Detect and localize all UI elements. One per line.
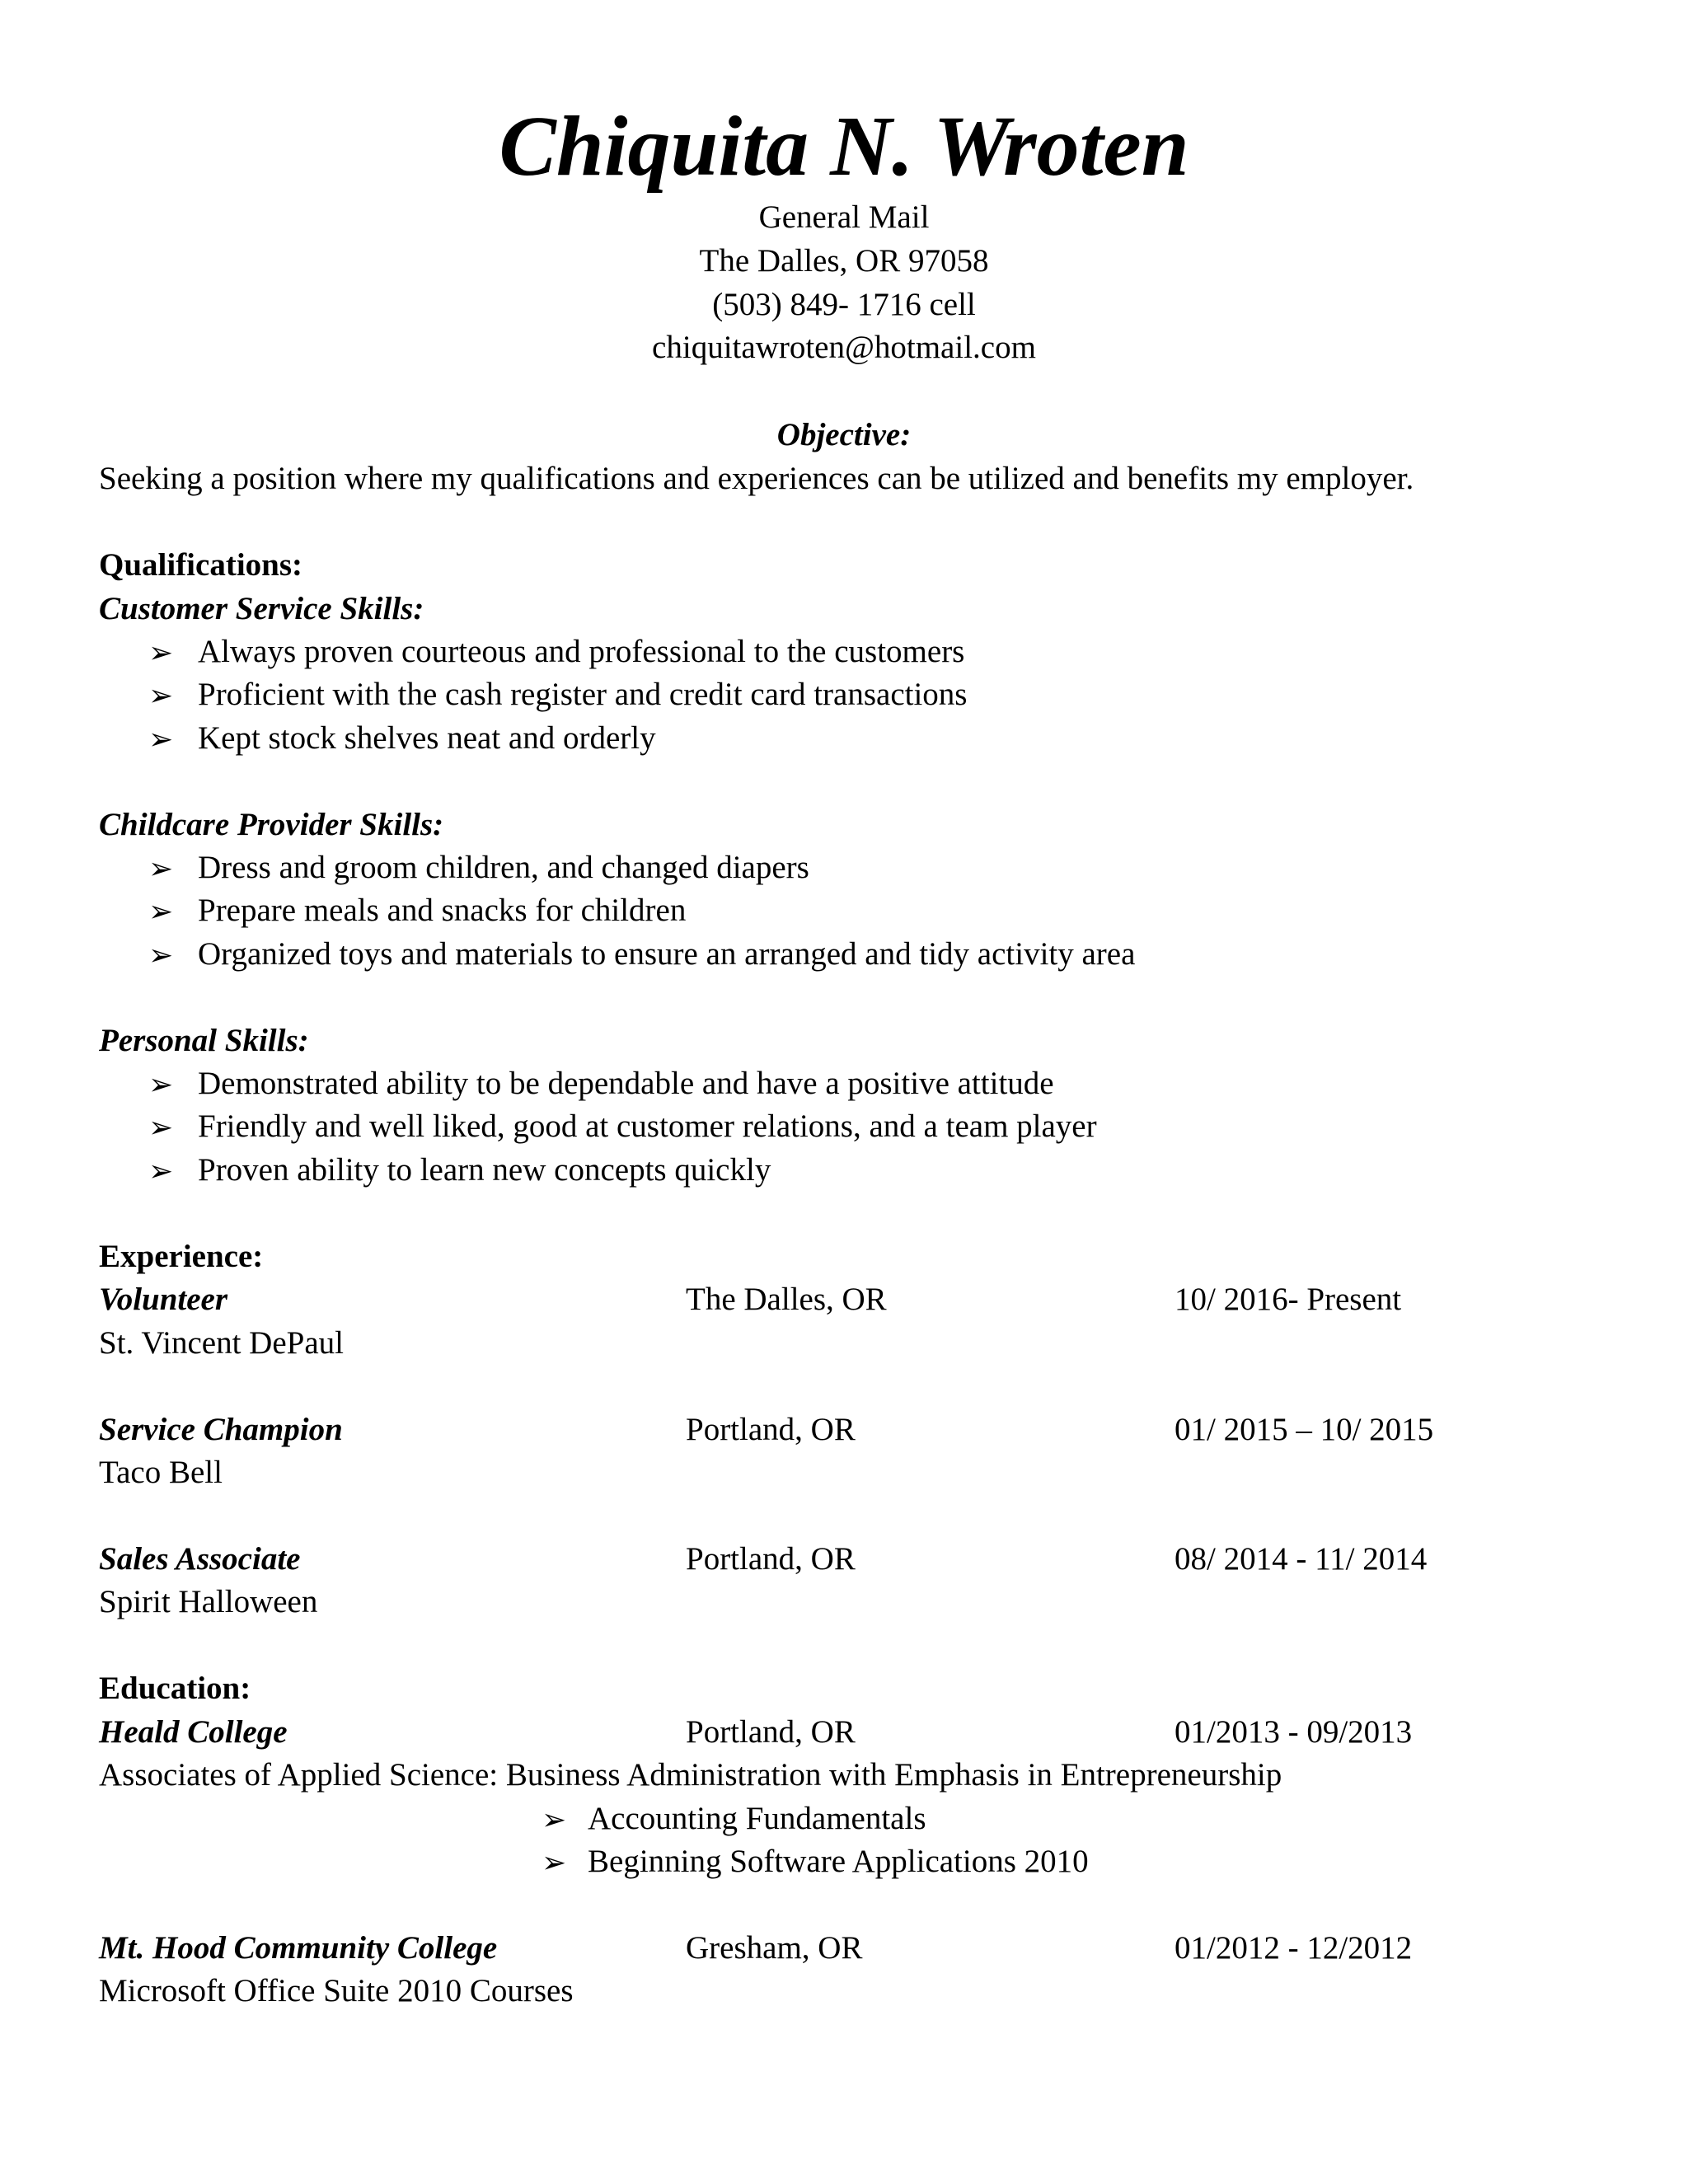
school-dates: 01/2012 - 12/2012 [1175,1930,1413,1966]
address-line-1: General Mail [758,199,930,235]
arrow-bullet-icon: ➢ [542,1846,567,1879]
job-employer: Taco Bell [99,1455,223,1490]
childcare-heading: Childcare Provider Skills: [99,807,444,842]
job-location: Portland, OR [686,1541,856,1577]
job-employer: St. Vincent DePaul [99,1325,344,1361]
course-item: Beginning Software Applications 2010 [588,1844,1089,1879]
list-item: Proven ability to learn new concepts quickly [198,1152,771,1188]
arrow-bullet-icon: ➢ [148,636,174,669]
arrow-bullet-icon: ➢ [148,895,174,928]
education-heading: Education: [99,1671,251,1706]
list-item: Kept stock shelves neat and orderly [198,720,656,756]
arrow-bullet-icon: ➢ [148,1155,174,1188]
objective-heading: Objective: [776,417,912,452]
arrow-bullet-icon: ➢ [542,1803,567,1836]
job-title: Sales Associate [99,1541,301,1577]
phone-number: (503) 849- 1716 cell [712,287,976,322]
course-item: Accounting Fundamentals [588,1801,926,1836]
list-item: Dress and groom children, and changed diapers [198,850,809,885]
job-location: Portland, OR [686,1412,856,1447]
school-name: Mt. Hood Community College [99,1930,498,1966]
school-location: Portland, OR [686,1714,856,1750]
arrow-bullet-icon: ➢ [148,852,174,885]
list-item: Proficient with the cash register and credit card transactions [198,677,968,712]
job-dates: 10/ 2016- Present [1175,1282,1402,1317]
school-name: Heald College [99,1714,288,1750]
list-item: Friendly and well liked, good at customer relations, and a team player [198,1108,1097,1144]
experience-heading: Experience: [99,1239,264,1274]
list-item: Organized toys and materials to ensure an arranged and tidy activity area [198,936,1136,972]
candidate-name: Chiquita N. Wroten [499,99,1189,194]
email-address[interactable]: chiquitawroten@hotmail.com [652,330,1036,365]
customer-service-heading: Customer Service Skills: [99,591,424,626]
address-line-2: The Dalles, OR 97058 [699,243,989,279]
course-detail: Microsoft Office Suite 2010 Courses [99,1973,574,2008]
objective-text: Seeking a position where my qualifications and experiences can be utilized and benefits my employer. [99,461,1414,496]
list-item: Demonstrated ability to be dependable and have a positive attitude [198,1066,1054,1101]
job-title: Volunteer [99,1282,228,1317]
arrow-bullet-icon: ➢ [148,1068,174,1101]
school-dates: 01/2013 - 09/2013 [1175,1714,1413,1750]
arrow-bullet-icon: ➢ [148,1111,174,1144]
school-location: Gresham, OR [686,1930,863,1966]
degree-detail: Associates of Applied Science: Business Administration with Emphasis in Entrepreneurship [99,1757,1282,1793]
personal-skills-heading: Personal Skills: [99,1023,309,1058]
job-dates: 08/ 2014 - 11/ 2014 [1175,1541,1428,1577]
job-location: The Dalles, OR [686,1282,887,1317]
list-item: Prepare meals and snacks for children [198,893,687,928]
job-employer: Spirit Halloween [99,1584,318,1619]
arrow-bullet-icon: ➢ [148,679,174,712]
arrow-bullet-icon: ➢ [148,723,174,756]
job-title: Service Champion [99,1412,343,1447]
job-dates: 01/ 2015 – 10/ 2015 [1175,1412,1434,1447]
list-item: Always proven courteous and professional to the customers [198,634,965,669]
arrow-bullet-icon: ➢ [148,939,174,972]
qualifications-heading: Qualifications: [99,547,303,583]
